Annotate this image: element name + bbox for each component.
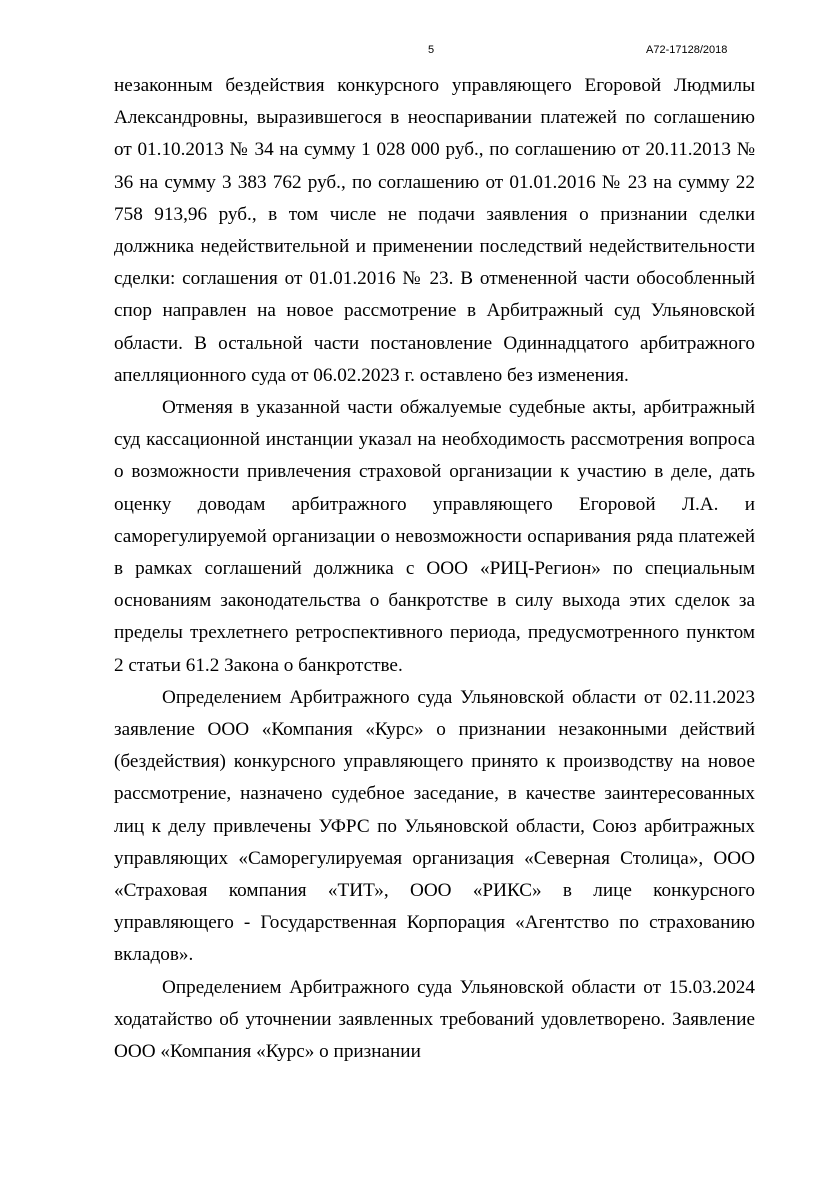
- paragraph-4: Определением Арбитражного суда Ульяновской области от 15.03.2024 ходатайство об уточнении заявленных требований удовлетворено. Заявление ООО «Компания «Курс» о признании: [114, 976, 755, 1063]
- paragraph-1: незаконным бездействия конкурсного управляющего Егоровой Людмилы Александровны, выразившегося в неоспаривании платежей по соглашению от 01.10.2013 № 34 на сумму 1 028 000 руб., по соглашению от 20.11.2013 № 36 на сумму 3 383 762 руб., по соглашению от 01.01.2016 № 23 на сумму 22 758 913,96 руб., в том числе не подачи заявления о признании сделки должника недействительной и применении последствий недействительности сделки: соглашения от 01.01.2016 № 23. В отмененной части обособленный спор направлен на новое рассмотрение в Арбитражный суд Ульяновской области. В остальной части постановление Одиннадцатого арбитражного апелляционного суда от 06.02.2023 г. оставлено без изменения.: [114, 75, 755, 386]
- case-number: А72-17128/2018: [646, 44, 728, 56]
- document-body: [114, 70, 755, 1068]
- paragraph-2: Отменяя в указанной части обжалуемые судебные акты, арбитражный суд кассационной инстанции указал на необходимость рассмотрения вопроса о возможности привлечения страховой организации к участию в деле, дать оценку доводам арбитражного управляющего Егоровой Л.А. и саморегулируемой организации о невозможности оспаривания ряда платежей в рамках соглашений должника с ООО «РИЦ-Регион» по специальным основаниям законодательства о банкротстве в силу выхода этих сделок за пределы трехлетнего ретроспективного периода, предусмотренного пунктом 2 статьи 61.2 Закона о банкротстве.: [114, 397, 755, 676]
- paragraph-3: Определением Арбитражного суда Ульяновской области от 02.11.2023 заявление ООО «Компания «Курс» о признании незаконными действий (бездействия) конкурсного управляющего принято к производству на новое рассмотрение, назначено судебное заседание, в качестве заинтересованных лиц к делу привлечены УФРС по Ульяновской области, Союз арбитражных управляющих «Саморегулируемая организация «Северная Столица», ООО «Страховая компания «ТИТ», ООО «РИКС» в лице конкурсного управляющего - Государственная Корпорация «Агентство по страхованию вкладов».: [114, 686, 755, 966]
- page-number: 5: [428, 44, 435, 56]
